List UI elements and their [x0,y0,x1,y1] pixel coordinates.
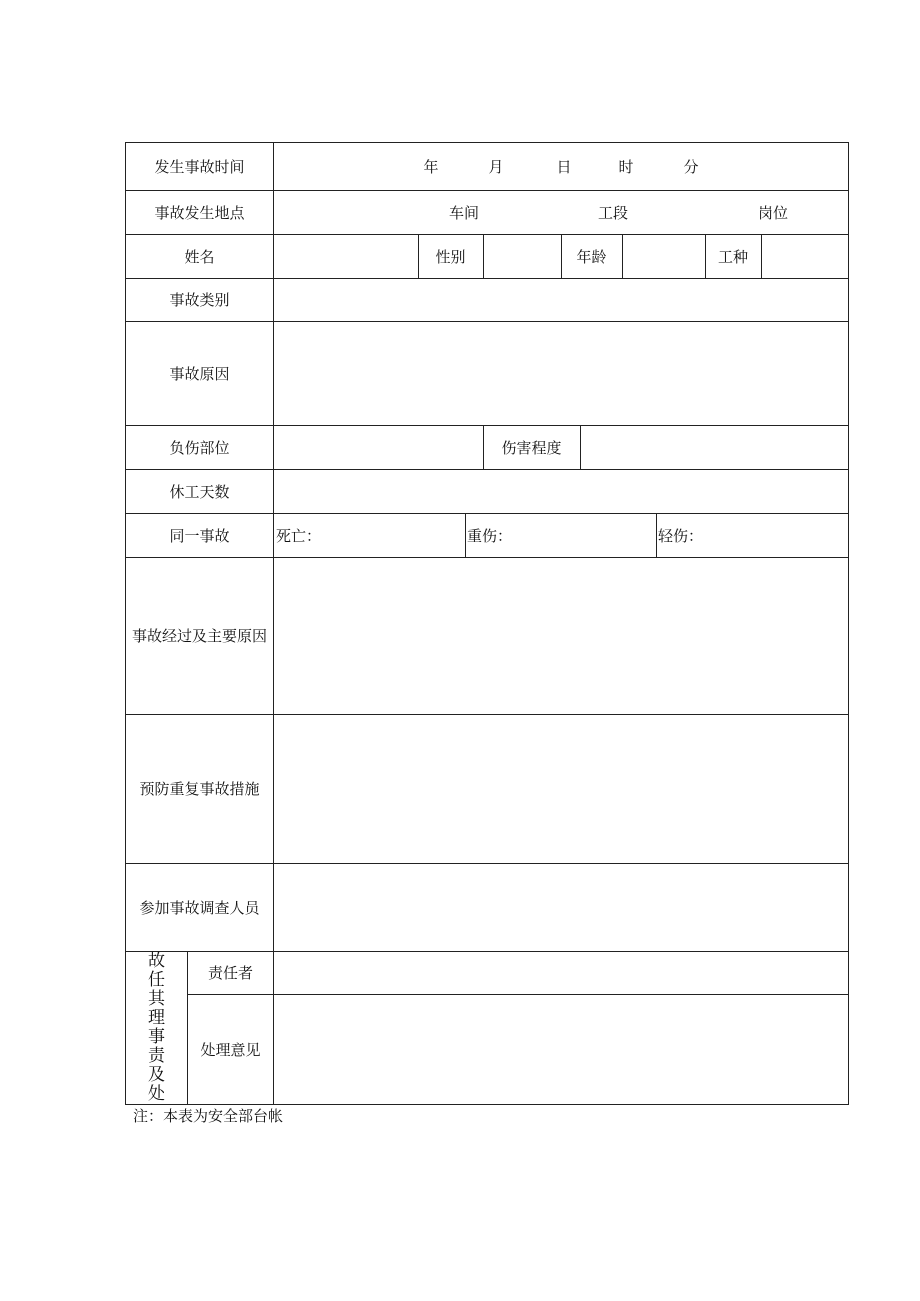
minor-injury-field[interactable]: 轻伤： [658,526,704,545]
rest-days-label: 休工天数 [169,482,230,501]
workshop-unit: 车间 [448,203,479,222]
time-label: 发生事故时间 [154,158,245,176]
vertical-char: 责 [148,1045,165,1066]
injury-part-field[interactable] [274,425,483,469]
category-field[interactable] [274,278,848,321]
post-unit: 岗位 [757,203,788,222]
gender-label: 性别 [435,247,466,266]
prevention-field[interactable] [274,714,848,863]
injury-part-label: 负伤部位 [169,438,230,457]
vertical-char: 及 [148,1064,165,1085]
vertical-char: 处 [148,1083,165,1104]
hour-unit: 时 [618,158,634,176]
job-field[interactable] [762,234,848,278]
rest-days-field[interactable] [274,469,848,513]
month-unit: 月 [488,158,504,176]
minute-unit: 分 [683,158,699,176]
cause-label: 事故原因 [169,364,230,383]
vertical-char: 其 [148,988,165,1009]
responsible-label: 责任者 [207,964,253,982]
responsible-field[interactable] [274,951,848,994]
death-count-field[interactable]: 死亡： [276,526,322,545]
gender-field[interactable] [484,234,561,278]
name-label: 姓名 [184,247,215,266]
vertical-char: 任 [148,969,165,990]
day-unit: 日 [556,158,572,176]
injury-degree-field[interactable] [581,425,848,469]
cause-field[interactable] [274,321,848,425]
vertical-char: 事 [148,1026,165,1047]
serious-injury-field[interactable]: 重伤： [467,526,513,545]
opinion-field[interactable] [274,994,848,1104]
process-label: 事故经过及主要原因 [131,627,267,645]
age-field[interactable] [623,234,705,278]
prevention-label: 预防重复事故措施 [139,780,260,798]
injury-degree-label: 伤害程度 [501,438,562,457]
process-field[interactable] [274,557,848,714]
opinion-label: 处理意见 [200,1040,261,1059]
name-field[interactable] [274,234,418,278]
age-label: 年龄 [576,247,607,266]
vertical-char: 理 [148,1007,165,1028]
year-unit: 年 [423,158,439,176]
job-label: 工种 [717,247,748,266]
same-accident-label: 同一事故 [169,526,230,545]
investigators-field[interactable] [274,863,848,951]
accident-report-form [125,142,849,1105]
vertical-char: 故 [148,950,165,971]
section-unit: 工段 [597,203,628,222]
footer-note: 注：本表为安全部台帐 [133,1107,284,1125]
category-label: 事故类别 [169,291,230,309]
responsibility-vertical-label [126,951,187,1104]
location-label: 事故发生地点 [154,203,245,222]
investigators-label: 参加事故调查人员 [139,898,260,917]
